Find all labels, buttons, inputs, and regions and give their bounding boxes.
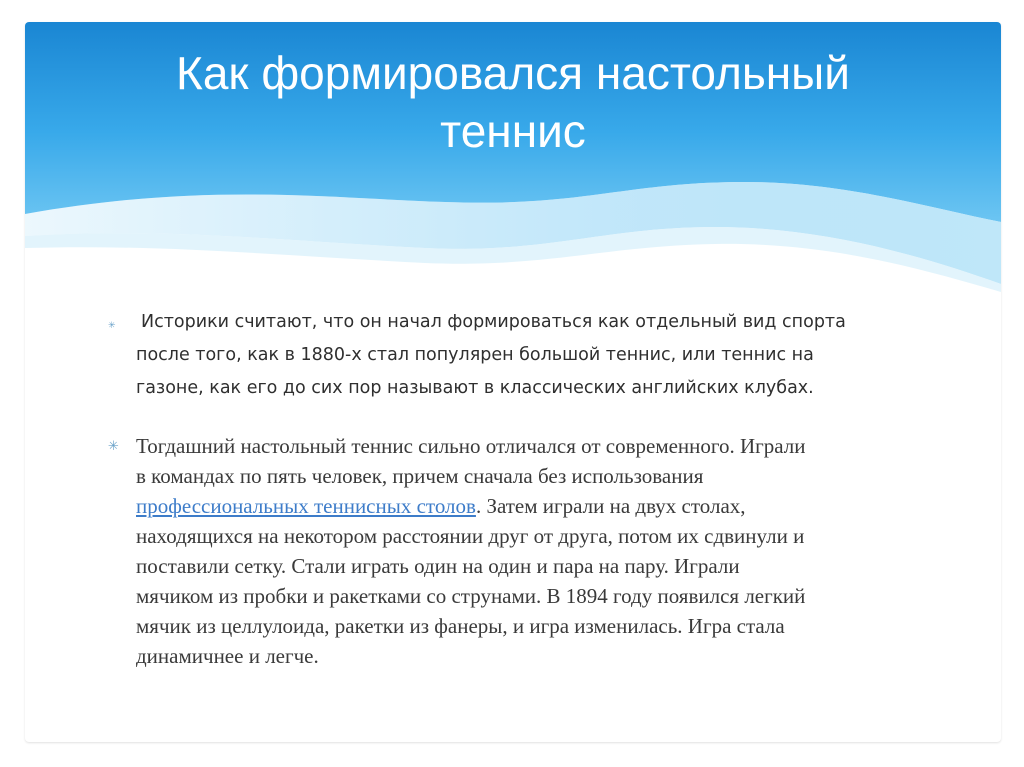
bullet-text-line: мячик из целлулоида, ракетки из фанеры, и игра изменилась. Игра стала: [136, 614, 785, 638]
bullet-text-fragment: . Затем играли на двух столах,: [475, 494, 746, 518]
bullet-text-line: в командах по пять человек, причем сначала без использования: [136, 464, 704, 488]
bullet-text: [136, 431, 943, 671]
slide-body: [103, 306, 943, 671]
slide-title: [25, 44, 1001, 160]
tennis-tables-link[interactable]: профессиональных теннисных столов: [136, 494, 476, 518]
bullet-text-line: поставили сетку. Стали играть один на один и пара на пару. Играли: [136, 554, 740, 578]
bullet-item: [103, 306, 943, 405]
bullet-text-line: динамичнее и легче.: [136, 644, 319, 668]
slide-title-line: теннис: [440, 105, 586, 157]
bullet-text-line: газоне, как его до сих пор называют в классических английских клубах.: [136, 378, 814, 398]
bullet-item: [103, 431, 943, 671]
bullet-text-line: находящихся на некотором расстоянии друг от друга, потом их сдвинули и: [136, 524, 805, 548]
slide-title-line: Как формировался настольный: [176, 47, 850, 99]
bullet-text-line: Тогдашний настольный теннис сильно отличался от современного. Играли: [136, 434, 806, 458]
bullet-asterisk-icon: ✳: [108, 321, 116, 331]
bullet-text-line: Историки считают, что он начал формироваться как отдельный вид спорта: [141, 312, 846, 332]
bullet-asterisk-icon: ✳: [108, 439, 119, 454]
bullet-text-line: после того, как в 1880-х стал популярен большой теннис, или теннис на: [136, 345, 814, 365]
bullet-text-line: [136, 491, 943, 521]
slide: [25, 22, 1001, 742]
bullet-text-line: мячиком из пробки и ракетками со струнами. В 1894 году появился легкий: [136, 584, 806, 608]
bullet-text: [136, 306, 943, 405]
